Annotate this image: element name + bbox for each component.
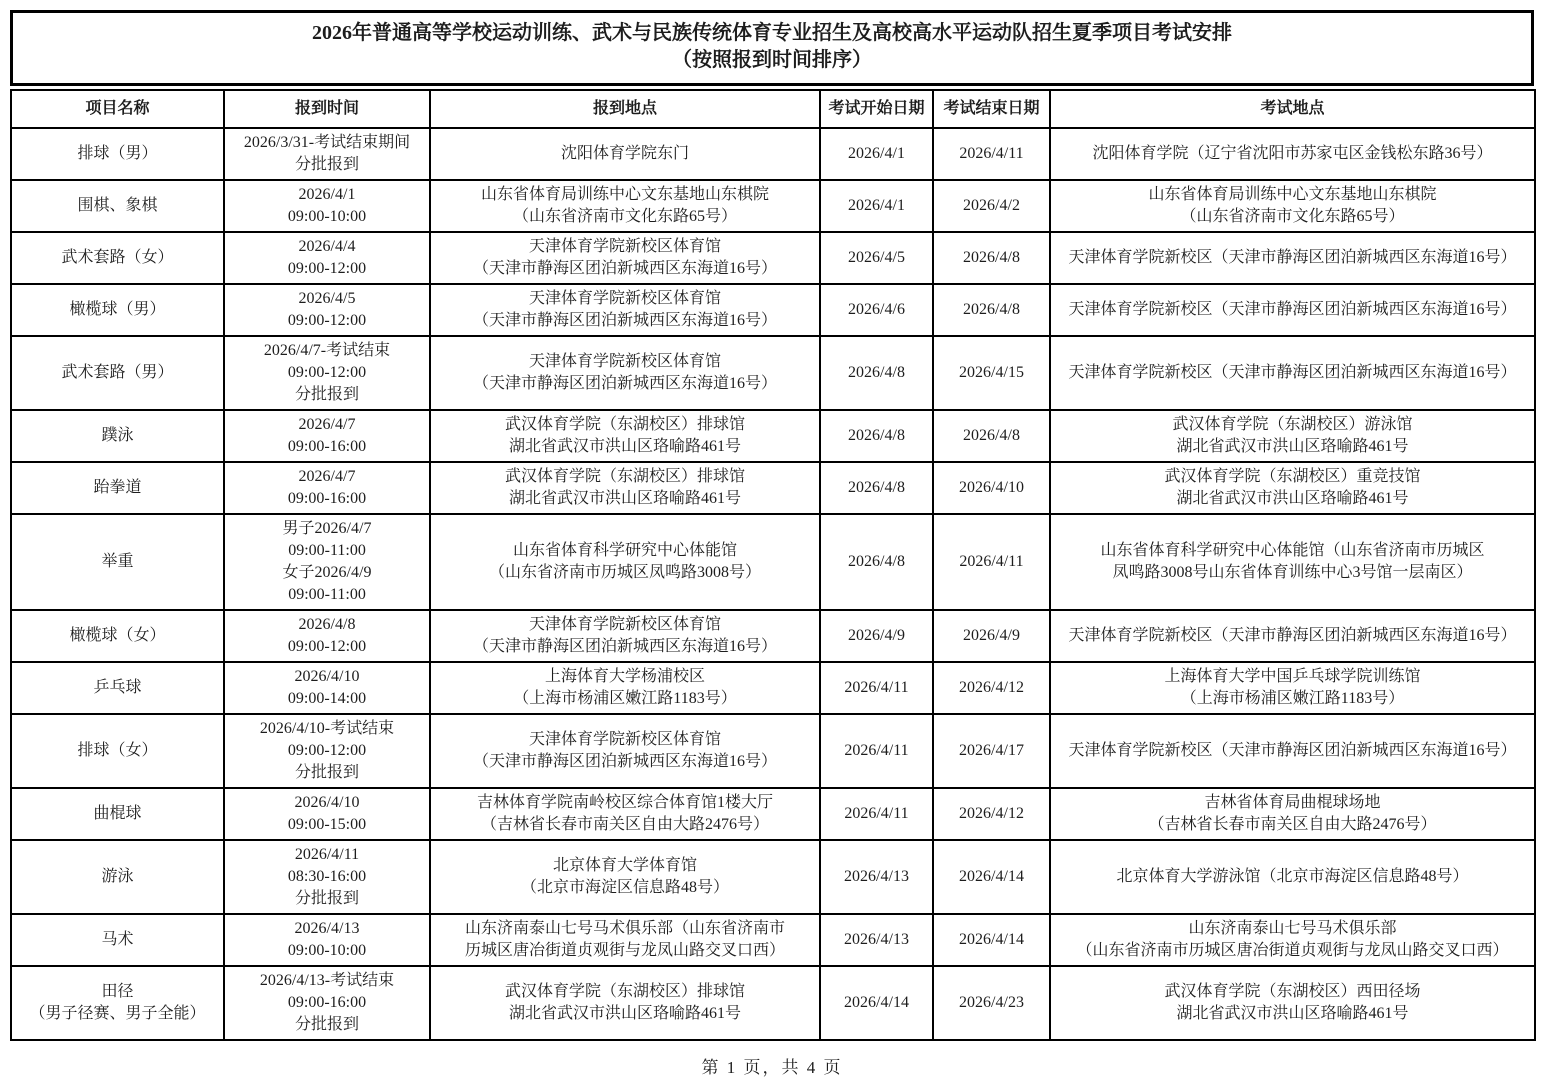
cell-exam_start: 2026/4/8 — [820, 462, 933, 514]
cell-exam_end: 2026/4/15 — [933, 336, 1050, 410]
cell-checkin_place: 武汉体育学院（东湖校区）排球馆 湖北省武汉市洪山区珞喻路461号 — [430, 410, 820, 462]
cell-exam_start: 2026/4/5 — [820, 232, 933, 284]
cell-exam_start: 2026/4/8 — [820, 336, 933, 410]
cell-checkin_place: 北京体育大学体育馆 （北京市海淀区信息路48号） — [430, 840, 820, 914]
cell-exam_start: 2026/4/8 — [820, 514, 933, 610]
exam-schedule-table — [10, 89, 1536, 1041]
column-header-0: 项目名称 — [11, 90, 224, 128]
cell-exam_place: 山东省体育局训练中心文东基地山东棋院 （山东省济南市文化东路65号） — [1050, 180, 1535, 232]
cell-name: 举重 — [11, 514, 224, 610]
cell-checkin_place: 吉林体育学院南岭校区综合体育馆1楼大厅 （吉林省长春市南关区自由大路2476号） — [430, 788, 820, 840]
exam-schedule-document — [10, 10, 1534, 1041]
cell-exam_end: 2026/4/17 — [933, 714, 1050, 788]
cell-checkin_time: 2026/4/10 09:00-15:00 — [224, 788, 430, 840]
cell-checkin_time: 2026/4/7 09:00-16:00 — [224, 410, 430, 462]
table-row — [11, 914, 1535, 966]
table-row — [11, 232, 1535, 284]
cell-exam_place: 武汉体育学院（东湖校区）游泳馆 湖北省武汉市洪山区珞喻路461号 — [1050, 410, 1535, 462]
cell-checkin_time: 2026/4/10 09:00-14:00 — [224, 662, 430, 714]
cell-checkin_time: 2026/3/31-考试结束期间 分批报到 — [224, 128, 430, 180]
cell-exam_start: 2026/4/13 — [820, 840, 933, 914]
cell-exam_place: 吉林省体育局曲棍球场地 （吉林省长春市南关区自由大路2476号） — [1050, 788, 1535, 840]
cell-checkin_time: 2026/4/7-考试结束 09:00-12:00 分批报到 — [224, 336, 430, 410]
cell-exam_start: 2026/4/13 — [820, 914, 933, 966]
cell-checkin_time: 2026/4/5 09:00-12:00 — [224, 284, 430, 336]
cell-exam_start: 2026/4/9 — [820, 610, 933, 662]
cell-exam_end: 2026/4/8 — [933, 284, 1050, 336]
cell-checkin_time: 2026/4/10-考试结束 09:00-12:00 分批报到 — [224, 714, 430, 788]
cell-checkin_place: 武汉体育学院（东湖校区）排球馆 湖北省武汉市洪山区珞喻路461号 — [430, 966, 820, 1040]
cell-name: 围棋、象棋 — [11, 180, 224, 232]
cell-exam_place: 沈阳体育学院（辽宁省沈阳市苏家屯区金钱松东路36号） — [1050, 128, 1535, 180]
table-header — [11, 90, 1535, 128]
cell-exam_place: 上海体育大学中国乒乓球学院训练馆 （上海市杨浦区嫩江路1183号） — [1050, 662, 1535, 714]
cell-name: 武术套路（女） — [11, 232, 224, 284]
cell-exam_end: 2026/4/9 — [933, 610, 1050, 662]
cell-exam_start: 2026/4/6 — [820, 284, 933, 336]
cell-checkin_place: 山东济南泰山七号马术俱乐部（山东省济南市 历城区唐冶街道贞观街与龙凤山路交叉口西） — [430, 914, 820, 966]
table-title — [10, 10, 1534, 86]
cell-checkin_place: 武汉体育学院（东湖校区）排球馆 湖北省武汉市洪山区珞喻路461号 — [430, 462, 820, 514]
table-row — [11, 410, 1535, 462]
table-row — [11, 714, 1535, 788]
cell-exam_end: 2026/4/12 — [933, 788, 1050, 840]
cell-name: 田径 （男子径赛、男子全能） — [11, 966, 224, 1040]
cell-exam_start: 2026/4/11 — [820, 788, 933, 840]
cell-name: 曲棍球 — [11, 788, 224, 840]
cell-checkin_place: 天津体育学院新校区体育馆 （天津市静海区团泊新城西区东海道16号） — [430, 232, 820, 284]
cell-exam_place: 天津体育学院新校区（天津市静海区团泊新城西区东海道16号） — [1050, 232, 1535, 284]
cell-checkin_time: 2026/4/13 09:00-10:00 — [224, 914, 430, 966]
cell-checkin_time: 2026/4/7 09:00-16:00 — [224, 462, 430, 514]
cell-exam_end: 2026/4/11 — [933, 514, 1050, 610]
table-row — [11, 966, 1535, 1040]
cell-checkin_time: 2026/4/11 08:30-16:00 分批报到 — [224, 840, 430, 914]
cell-name: 跆拳道 — [11, 462, 224, 514]
cell-exam_place: 天津体育学院新校区（天津市静海区团泊新城西区东海道16号） — [1050, 714, 1535, 788]
cell-exam_place: 天津体育学院新校区（天津市静海区团泊新城西区东海道16号） — [1050, 336, 1535, 410]
cell-exam_start: 2026/4/11 — [820, 662, 933, 714]
cell-exam_start: 2026/4/14 — [820, 966, 933, 1040]
cell-name: 游泳 — [11, 840, 224, 914]
cell-checkin_place: 天津体育学院新校区体育馆 （天津市静海区团泊新城西区东海道16号） — [430, 336, 820, 410]
column-header-3: 考试开始日期 — [820, 90, 933, 128]
page-number: 第 1 页，共 4 页 — [701, 1058, 843, 1077]
cell-checkin_time: 2026/4/8 09:00-12:00 — [224, 610, 430, 662]
table-row — [11, 128, 1535, 180]
cell-exam_start: 2026/4/11 — [820, 714, 933, 788]
cell-exam_start: 2026/4/1 — [820, 128, 933, 180]
cell-exam_end: 2026/4/23 — [933, 966, 1050, 1040]
cell-exam_end: 2026/4/14 — [933, 914, 1050, 966]
column-header-5: 考试地点 — [1050, 90, 1535, 128]
cell-exam_start: 2026/4/1 — [820, 180, 933, 232]
cell-exam_end: 2026/4/8 — [933, 232, 1050, 284]
table-row — [11, 840, 1535, 914]
cell-name: 排球（男） — [11, 128, 224, 180]
cell-checkin_place: 上海体育大学杨浦校区 （上海市杨浦区嫩江路1183号） — [430, 662, 820, 714]
cell-name: 乒乓球 — [11, 662, 224, 714]
header-row — [11, 90, 1535, 128]
column-header-4: 考试结束日期 — [933, 90, 1050, 128]
table-body — [11, 128, 1535, 1040]
table-row — [11, 514, 1535, 610]
table-row — [11, 610, 1535, 662]
cell-name: 排球（女） — [11, 714, 224, 788]
cell-exam_place: 山东省体育科学研究中心体能馆（山东省济南市历城区 凤鸣路3008号山东省体育训练中心3号馆一层南区） — [1050, 514, 1535, 610]
cell-name: 马术 — [11, 914, 224, 966]
cell-checkin_place: 天津体育学院新校区体育馆 （天津市静海区团泊新城西区东海道16号） — [430, 284, 820, 336]
cell-checkin_time: 2026/4/4 09:00-12:00 — [224, 232, 430, 284]
title-line-1: 2026年普通高等学校运动训练、武术与民族传统体育专业招生及高校高水平运动队招生夏季项目考试安排 — [312, 22, 1232, 44]
cell-checkin_time: 男子2026/4/7 09:00-11:00 女子2026/4/9 09:00-11:00 — [224, 514, 430, 610]
cell-exam_place: 天津体育学院新校区（天津市静海区团泊新城西区东海道16号） — [1050, 284, 1535, 336]
cell-checkin_place: 山东省体育局训练中心文东基地山东棋院 （山东省济南市文化东路65号） — [430, 180, 820, 232]
cell-exam_place: 天津体育学院新校区（天津市静海区团泊新城西区东海道16号） — [1050, 610, 1535, 662]
cell-exam_end: 2026/4/8 — [933, 410, 1050, 462]
cell-exam_place: 山东济南泰山七号马术俱乐部 （山东省济南市历城区唐冶街道贞观街与龙凤山路交叉口西） — [1050, 914, 1535, 966]
cell-exam_start: 2026/4/8 — [820, 410, 933, 462]
table-row — [11, 180, 1535, 232]
cell-exam_place: 武汉体育学院（东湖校区）西田径场 湖北省武汉市洪山区珞喻路461号 — [1050, 966, 1535, 1040]
table-row — [11, 788, 1535, 840]
cell-name: 武术套路（男） — [11, 336, 224, 410]
column-header-2: 报到地点 — [430, 90, 820, 128]
cell-checkin_place: 沈阳体育学院东门 — [430, 128, 820, 180]
cell-exam_end: 2026/4/14 — [933, 840, 1050, 914]
column-header-1: 报到时间 — [224, 90, 430, 128]
cell-checkin_time: 2026/4/13-考试结束 09:00-16:00 分批报到 — [224, 966, 430, 1040]
table-row — [11, 462, 1535, 514]
table-row — [11, 284, 1535, 336]
cell-checkin_time: 2026/4/1 09:00-10:00 — [224, 180, 430, 232]
cell-exam_end: 2026/4/12 — [933, 662, 1050, 714]
cell-exam_end: 2026/4/11 — [933, 128, 1050, 180]
table-row — [11, 662, 1535, 714]
cell-exam_place: 北京体育大学游泳馆（北京市海淀区信息路48号） — [1050, 840, 1535, 914]
cell-checkin_place: 天津体育学院新校区体育馆 （天津市静海区团泊新城西区东海道16号） — [430, 714, 820, 788]
cell-exam_end: 2026/4/2 — [933, 180, 1050, 232]
cell-checkin_place: 天津体育学院新校区体育馆 （天津市静海区团泊新城西区东海道16号） — [430, 610, 820, 662]
cell-checkin_place: 山东省体育科学研究中心体能馆 （山东省济南市历城区凤鸣路3008号） — [430, 514, 820, 610]
cell-exam_place: 武汉体育学院（东湖校区）重竞技馆 湖北省武汉市洪山区珞喻路461号 — [1050, 462, 1535, 514]
table-row — [11, 336, 1535, 410]
cell-name: 橄榄球（女） — [11, 610, 224, 662]
title-line-2: （按照报到时间排序） — [672, 49, 872, 71]
cell-name: 橄榄球（男） — [11, 284, 224, 336]
cell-exam_end: 2026/4/10 — [933, 462, 1050, 514]
cell-name: 蹼泳 — [11, 410, 224, 462]
